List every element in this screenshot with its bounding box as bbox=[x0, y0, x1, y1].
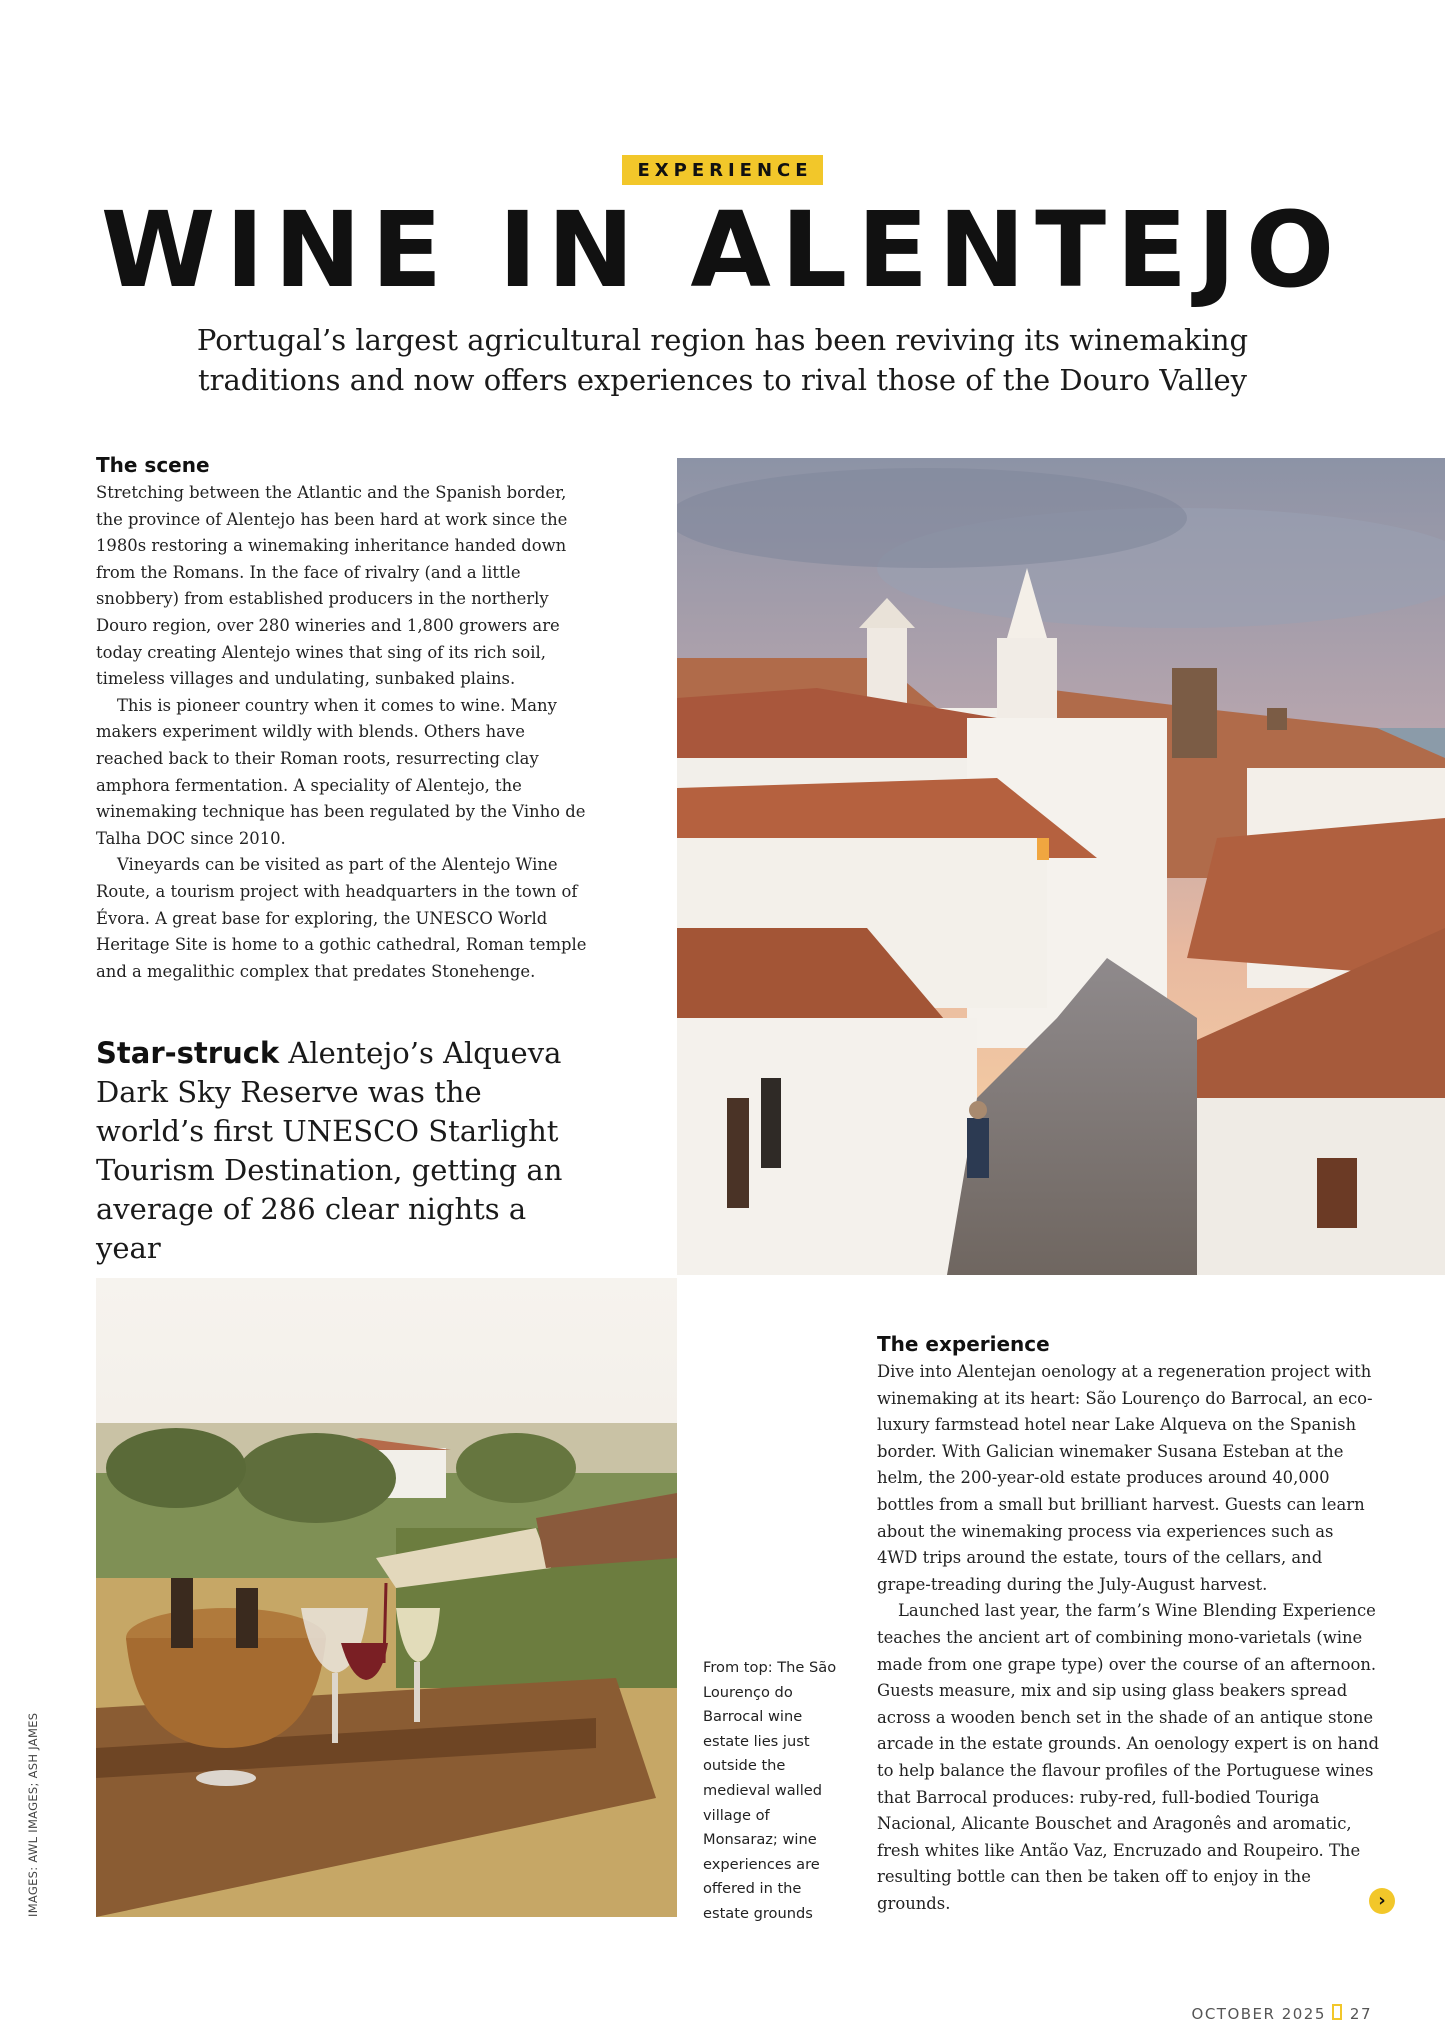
scene-paragraph-3: Vineyards can be visited as part of the Alentejo Wine Route, a tourism project with headquarters in the town of Évora. A great base for exploring, the UNESCO World Heritage Site is home to a gothic cathedral, Roman temple and a megalithic complex that predates Stonehenge. bbox=[96, 855, 587, 981]
scene-paragraph-1: Stretching between the Atlantic and the Spanish border, the province of Alentejo has been hard at work since the 1980s restoring a winemaking inheritance handed down from the Romans. In the face of rivalry (and a little snobbery) from established producers in the northerly Douro region, over 280 wineries and 1,800 growers are today creating Alentejo wines that sing of its rich soil, timeless villages and undulating, sunbaked plains. bbox=[96, 483, 568, 689]
chevron-right-icon: › bbox=[1369, 1888, 1395, 1914]
experience-paragraph-1: Dive into Alentejan oenology at a regeneration project with winemaking at its heart: São Lourenço do Barrocal, an eco-luxury farmstead hotel near Lake Alqueva on the Spanish border. With Galician winemaker Susana Esteban at the helm, the 200-year-old estate produces around 40,000 bottles from a small but brilliant harvest. Guests can learn about the winemaking process via experiences such as 4WD trips around the estate, tours of the cellars, and grape-treading during the July-August harvest. bbox=[877, 1362, 1373, 1594]
image-credit: IMAGES: AWL IMAGES; ASH JAMES bbox=[26, 1712, 40, 1917]
page-title: WINE IN ALENTEJO bbox=[100, 189, 1345, 311]
experience-section bbox=[877, 1331, 1379, 1917]
scene-section bbox=[96, 452, 596, 985]
scene-heading: The scene bbox=[96, 453, 210, 477]
kicker-label: EXPERIENCE bbox=[622, 155, 822, 185]
page-folio bbox=[1100, 2004, 1372, 2023]
page-number: 27 bbox=[1349, 2005, 1372, 2023]
experience-heading: The experience bbox=[877, 1332, 1050, 1356]
experience-paragraph-2: Launched last year, the farm’s Wine Blending Experience teaches the ancient art of combining mono-varietals (wine made from one grape type) over the course of an afternoon. Guests measure, mix and sip using glass beakers spread across a wooden bench set in the shade of an antique stone arcade in the estate grounds. An oenology expert is on hand to help balance the flavour profiles of the Portuguese wines that Barrocal produces: ruby-red, full-bodied Touriga Nacional, Alicante Bouschet and Aragonês and aromatic, fresh whites like Antão Vaz, Encruzado and Roupeiro. The resulting bottle can then be taken off to enjoy in the grounds. bbox=[877, 1601, 1379, 1913]
section-kicker bbox=[0, 155, 1445, 185]
pull-quote bbox=[96, 1034, 586, 1268]
standfirst: Portugal’s largest agricultural region has been reviving its winemaking traditions and now offers experiences to rival those of the Douro Valley bbox=[196, 323, 1249, 397]
folio-mark-icon bbox=[1332, 2004, 1342, 2020]
wine-tasting-photo bbox=[96, 1278, 677, 1917]
pull-quote-text: Alentejo’s Alqueva Dark Sky Reserve was the world’s first UNESCO Starlight Tourism Destination, getting an average of 286 clear nights a year bbox=[96, 1036, 563, 1265]
pull-quote-lead: Star-struck bbox=[96, 1036, 280, 1070]
photo-caption: From top: The São Lourenço do Barrocal wine estate lies just outside the medieval walled village of Monsaraz; wine experiences are offered in the estate grounds bbox=[703, 1659, 837, 1922]
scene-paragraph-2: This is pioneer country when it comes to wine. Many makers experiment wildly with blends. Others have reached back to their Roman roots, resurrecting clay amphora fermentation. A speciality of Alentejo, the winemaking technique has been regulated by the Vinho de Talha DOC since 2010. bbox=[96, 695, 586, 848]
issue-date: OCTOBER 2025 bbox=[1191, 2005, 1326, 2023]
monsaraz-village-photo bbox=[677, 458, 1445, 1275]
